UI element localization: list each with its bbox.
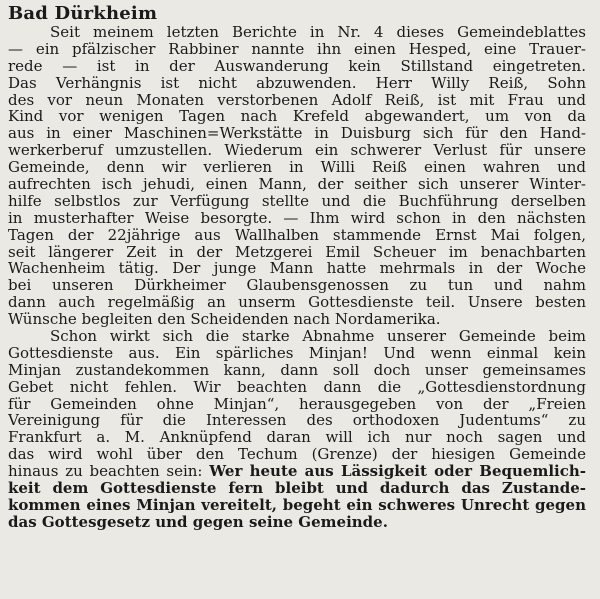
text-line: bei unseren Dürkheimer Glaubensgenossen zu tun und nahm	[8, 277, 586, 295]
text-line: das wird wohl über den Techum (Grenze) der hiesigen Gemeinde	[8, 446, 586, 464]
text-span: hinaus zu beachten sein:	[8, 463, 203, 481]
article-body	[8, 24, 586, 531]
article-title: Bad Dürkheim	[8, 3, 158, 24]
text-line: Gottesdienste aus. Ein spärliches Minjan! Und wenn einmal kein	[8, 344, 586, 362]
text-line: Wachenheim tätig. Der junge Mann hatte mehrmals in der Woche	[8, 260, 586, 278]
text-line: Schon wirkt sich die starke Abnahme unserer Gemeinde beim	[50, 328, 586, 345]
text-line: seit längerer Zeit in der Metzgerei Emil Scheuer im benachbarten	[8, 243, 586, 261]
bold-text-line: keit dem Gottesdienste fern bleibt und dadurch das Zustande-	[8, 480, 586, 497]
bold-text-line: das Gottesgesetz und gegen seine Gemeinde.	[8, 513, 388, 531]
text-line: Tagen der 22jährige aus Wallhalben stammende Ernst Mai folgen,	[8, 226, 586, 244]
text-line: rede — ist in der Auswanderung kein Stillstand eingetreten.	[8, 57, 586, 75]
text-line: Kind vor wenigen Tagen nach Krefeld abgewandert, um von da	[8, 108, 586, 126]
text-line: Gebet nicht fehlen. Wir beachten dann die „Gottesdienstordnung	[8, 378, 586, 396]
text-line: werkerberuf umzustellen. Wiederum ein schwerer Verlust für unsere	[8, 142, 586, 160]
text-line: für Gemeinden ohne Minjan“, herausgegeben von der „Freien	[8, 395, 586, 413]
text-line: Das Verhängnis ist nicht abzuwenden. Herr Willy Reiß, Sohn	[8, 74, 586, 92]
text-line: — ein pfälzischer Rabbiner nannte ihn einen Hesped, eine Trauer-	[8, 40, 586, 58]
bold-text-span: Wer heute aus Lässigkeit oder Bequemlich-	[209, 463, 586, 481]
text-line: Gemeinde, denn wir verlieren in Willi Reiß einen wahren und	[8, 159, 586, 177]
text-line: aufrechten isch jehudi, einen Mann, der seither sich unserer Winter-	[8, 176, 586, 193]
text-line: dann auch regelmäßig an unserm Gottesdienste teil. Unsere besten	[8, 294, 586, 312]
text-line: Vereinigung für die Interessen des orthodoxen Judentums“ zu	[8, 412, 586, 430]
text-line: Seit meinem letzten Berichte in Nr. 4 dieses Gemeindeblattes	[50, 24, 586, 41]
text-line: Frankfurt a. M. Anknüpfend daran will ich nur noch sagen und	[8, 429, 586, 447]
text-line: Minjan zustandekommen kann, dann soll doch unser gemeinsames	[8, 361, 586, 379]
bold-text-line: kommen eines Minjan vereitelt, begeht ein schweres Unrecht gegen	[8, 496, 586, 514]
text-line: in musterhafter Weise besorgte. — Ihm wird schon in den nächsten	[8, 209, 586, 227]
text-line: aus in einer Maschinen=Werkstätte in Duisburg sich für den Hand-	[8, 125, 586, 143]
text-line: hilfe selbstlos zur Verfügung stellte und die Buchführung derselben	[8, 192, 586, 210]
text-line: Wünsche begleiten den Scheidenden nach Nordamerika.	[8, 311, 441, 329]
text-line-mixed	[8, 463, 586, 480]
text-line: des vor neun Monaten verstorbenen Adolf Reiß, ist mit Frau und	[8, 91, 586, 109]
